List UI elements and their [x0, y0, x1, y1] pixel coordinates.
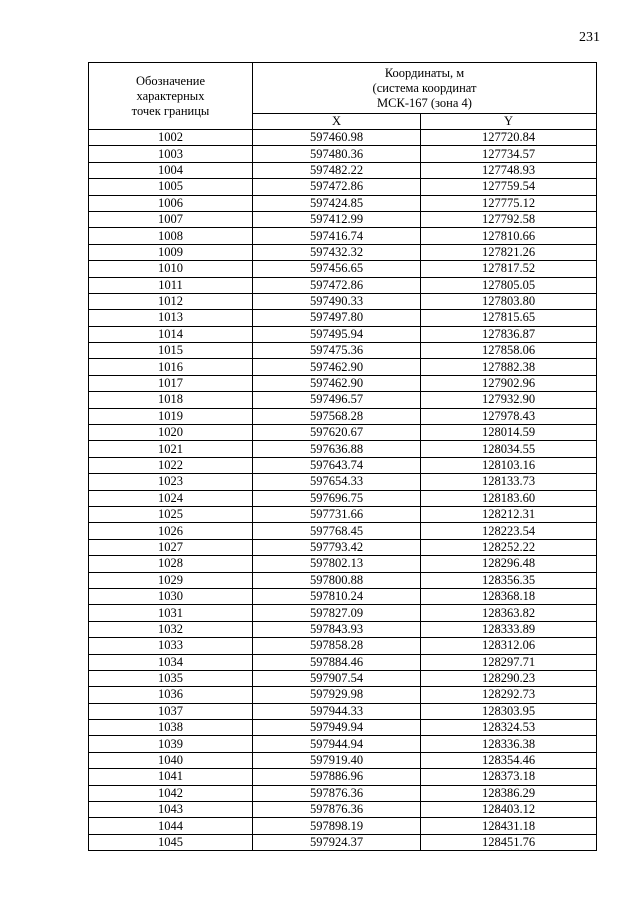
x-coordinate-cell: 597793.42	[253, 539, 421, 555]
x-coordinate-cell: 597886.96	[253, 769, 421, 785]
point-id-cell: 1041	[89, 769, 253, 785]
y-coordinate-cell: 128373.18	[421, 769, 597, 785]
y-coordinate-cell: 128297.71	[421, 654, 597, 670]
point-id-cell: 1020	[89, 425, 253, 441]
x-coordinate-cell: 597876.36	[253, 802, 421, 818]
y-coordinate-cell: 127805.05	[421, 277, 597, 293]
table-row	[89, 474, 597, 490]
y-coordinate-cell: 128333.89	[421, 621, 597, 637]
point-id-cell: 1016	[89, 359, 253, 375]
table-row	[89, 752, 597, 768]
point-id-cell: 1038	[89, 720, 253, 736]
y-coordinate-cell: 127792.58	[421, 211, 597, 227]
y-coordinate-cell: 128223.54	[421, 523, 597, 539]
y-coordinate-cell: 128296.48	[421, 556, 597, 572]
y-coordinate-cell: 127817.52	[421, 261, 597, 277]
x-coordinate-cell: 597472.86	[253, 277, 421, 293]
y-coordinate-cell: 128386.29	[421, 785, 597, 801]
table-row	[89, 441, 597, 457]
y-coordinate-cell: 127720.84	[421, 130, 597, 146]
table-row	[89, 703, 597, 719]
y-coordinate-cell: 128252.22	[421, 539, 597, 555]
y-coordinate-cell: 128354.46	[421, 752, 597, 768]
point-id-cell: 1039	[89, 736, 253, 752]
y-coordinate-cell: 127836.87	[421, 326, 597, 342]
coordinates-table	[88, 62, 597, 851]
y-coordinate-cell: 127815.65	[421, 310, 597, 326]
y-coordinate-cell: 128356.35	[421, 572, 597, 588]
y-coordinate-cell: 128183.60	[421, 490, 597, 506]
y-coordinate-cell: 127882.38	[421, 359, 597, 375]
y-coordinate-cell: 128451.76	[421, 834, 597, 850]
point-id-cell: 1037	[89, 703, 253, 719]
point-id-cell: 1031	[89, 605, 253, 621]
point-id-cell: 1026	[89, 523, 253, 539]
x-coordinate-cell: 597568.28	[253, 408, 421, 424]
point-id-cell: 1032	[89, 621, 253, 637]
table-row	[89, 572, 597, 588]
y-coordinate-cell: 127803.80	[421, 293, 597, 309]
x-coordinate-cell: 597810.24	[253, 588, 421, 604]
x-coordinate-cell: 597944.33	[253, 703, 421, 719]
point-id-cell: 1042	[89, 785, 253, 801]
y-coordinate-cell: 128103.16	[421, 457, 597, 473]
page-number: 231	[579, 30, 600, 45]
table-row	[89, 523, 597, 539]
point-id-cell: 1022	[89, 457, 253, 473]
point-id-cell: 1036	[89, 687, 253, 703]
y-coordinate-cell: 128034.55	[421, 441, 597, 457]
point-id-cell: 1019	[89, 408, 253, 424]
x-coordinate-cell: 597898.19	[253, 818, 421, 834]
table-row	[89, 670, 597, 686]
x-coordinate-cell: 597654.33	[253, 474, 421, 490]
y-coordinate-cell: 128363.82	[421, 605, 597, 621]
x-coordinate-cell: 597472.86	[253, 179, 421, 195]
x-coordinate-cell: 597636.88	[253, 441, 421, 457]
y-coordinate-cell: 127775.12	[421, 195, 597, 211]
x-coordinate-cell: 597462.90	[253, 359, 421, 375]
x-coordinate-cell: 597768.45	[253, 523, 421, 539]
table-row	[89, 605, 597, 621]
x-coordinate-cell: 597884.46	[253, 654, 421, 670]
y-coordinate-cell: 128303.95	[421, 703, 597, 719]
x-coordinate-cell: 597802.13	[253, 556, 421, 572]
table-row	[89, 736, 597, 752]
y-coordinate-cell: 127748.93	[421, 162, 597, 178]
table-row	[89, 261, 597, 277]
point-id-cell: 1004	[89, 162, 253, 178]
table-row	[89, 802, 597, 818]
table-row	[89, 621, 597, 637]
table-row	[89, 359, 597, 375]
y-column-header: Y	[421, 114, 597, 130]
x-coordinate-cell: 597482.22	[253, 162, 421, 178]
table-row	[89, 654, 597, 670]
x-coordinate-cell: 597907.54	[253, 670, 421, 686]
x-coordinate-cell: 597929.98	[253, 687, 421, 703]
x-coordinate-cell: 597480.36	[253, 146, 421, 162]
coordinates-header-text: Координаты, м (система координат МСК-167 (зона 4)	[372, 65, 477, 110]
x-coordinate-cell: 597416.74	[253, 228, 421, 244]
y-coordinate-cell: 127810.66	[421, 228, 597, 244]
x-coordinate-cell: 597843.93	[253, 621, 421, 637]
y-coordinate-cell: 128290.23	[421, 670, 597, 686]
x-coordinate-cell: 597643.74	[253, 457, 421, 473]
point-id-cell: 1034	[89, 654, 253, 670]
point-id-cell: 1015	[89, 343, 253, 359]
table-row	[89, 228, 597, 244]
table-row	[89, 588, 597, 604]
table-row	[89, 244, 597, 260]
x-coordinate-cell: 597432.32	[253, 244, 421, 260]
point-id-cell: 1021	[89, 441, 253, 457]
point-id-cell: 1044	[89, 818, 253, 834]
x-coordinate-cell: 597800.88	[253, 572, 421, 588]
table-row	[89, 457, 597, 473]
y-coordinate-cell: 127734.57	[421, 146, 597, 162]
point-id-cell: 1023	[89, 474, 253, 490]
y-coordinate-cell: 127759.54	[421, 179, 597, 195]
x-coordinate-cell: 597696.75	[253, 490, 421, 506]
y-coordinate-cell: 127902.96	[421, 375, 597, 391]
x-coordinate-cell: 597495.94	[253, 326, 421, 342]
point-id-cell: 1045	[89, 834, 253, 850]
x-coordinate-cell: 597496.57	[253, 392, 421, 408]
point-id-cell: 1003	[89, 146, 253, 162]
table-row	[89, 425, 597, 441]
point-id-cell: 1035	[89, 670, 253, 686]
y-coordinate-cell: 128312.06	[421, 638, 597, 654]
table-row	[89, 556, 597, 572]
point-id-cell: 1012	[89, 293, 253, 309]
y-coordinate-cell: 128212.31	[421, 506, 597, 522]
x-column-header: X	[253, 114, 421, 130]
x-coordinate-cell: 597497.80	[253, 310, 421, 326]
table-row	[89, 818, 597, 834]
coordinates-header	[253, 63, 597, 114]
point-id-cell: 1025	[89, 506, 253, 522]
y-coordinate-cell: 127858.06	[421, 343, 597, 359]
x-coordinate-cell: 597919.40	[253, 752, 421, 768]
x-coordinate-cell: 597456.65	[253, 261, 421, 277]
point-id-cell: 1007	[89, 211, 253, 227]
y-coordinate-cell: 128368.18	[421, 588, 597, 604]
point-id-cell: 1033	[89, 638, 253, 654]
y-coordinate-cell: 127821.26	[421, 244, 597, 260]
table-row	[89, 179, 597, 195]
point-id-cell: 1010	[89, 261, 253, 277]
point-id-cell: 1028	[89, 556, 253, 572]
table-row	[89, 146, 597, 162]
point-id-cell: 1013	[89, 310, 253, 326]
x-coordinate-cell: 597475.36	[253, 343, 421, 359]
y-coordinate-cell: 127932.90	[421, 392, 597, 408]
table-row	[89, 392, 597, 408]
y-coordinate-cell: 127978.43	[421, 408, 597, 424]
table-row	[89, 162, 597, 178]
x-coordinate-cell: 597424.85	[253, 195, 421, 211]
point-id-cell: 1006	[89, 195, 253, 211]
x-coordinate-cell: 597490.33	[253, 293, 421, 309]
x-coordinate-cell: 597460.98	[253, 130, 421, 146]
x-coordinate-cell: 597858.28	[253, 638, 421, 654]
point-id-cell: 1018	[89, 392, 253, 408]
x-coordinate-cell: 597827.09	[253, 605, 421, 621]
point-id-cell: 1027	[89, 539, 253, 555]
table-row	[89, 539, 597, 555]
table-row	[89, 293, 597, 309]
table-row	[89, 408, 597, 424]
table-row	[89, 785, 597, 801]
table-row	[89, 834, 597, 850]
x-coordinate-cell: 597620.67	[253, 425, 421, 441]
table-row	[89, 769, 597, 785]
y-coordinate-cell: 128403.12	[421, 802, 597, 818]
x-coordinate-cell: 597949.94	[253, 720, 421, 736]
point-id-cell: 1029	[89, 572, 253, 588]
table-row	[89, 720, 597, 736]
point-id-cell: 1040	[89, 752, 253, 768]
point-designation-header-text: Обозначение характерных точек границы	[131, 73, 210, 118]
table-row	[89, 343, 597, 359]
x-coordinate-cell: 597462.90	[253, 375, 421, 391]
y-coordinate-cell: 128133.73	[421, 474, 597, 490]
point-designation-header	[89, 63, 253, 130]
y-coordinate-cell: 128014.59	[421, 425, 597, 441]
x-coordinate-cell: 597944.94	[253, 736, 421, 752]
table-row	[89, 375, 597, 391]
x-coordinate-cell: 597924.37	[253, 834, 421, 850]
table-row	[89, 130, 597, 146]
table-row	[89, 490, 597, 506]
point-id-cell: 1008	[89, 228, 253, 244]
table-row	[89, 687, 597, 703]
x-coordinate-cell: 597412.99	[253, 211, 421, 227]
point-id-cell: 1030	[89, 588, 253, 604]
x-coordinate-cell: 597876.36	[253, 785, 421, 801]
point-id-cell: 1011	[89, 277, 253, 293]
point-id-cell: 1014	[89, 326, 253, 342]
y-coordinate-cell: 128336.38	[421, 736, 597, 752]
table-row	[89, 310, 597, 326]
point-id-cell: 1043	[89, 802, 253, 818]
point-id-cell: 1005	[89, 179, 253, 195]
y-coordinate-cell: 128324.53	[421, 720, 597, 736]
table-row	[89, 211, 597, 227]
table-row	[89, 506, 597, 522]
table-row	[89, 326, 597, 342]
x-coordinate-cell: 597731.66	[253, 506, 421, 522]
point-id-cell: 1024	[89, 490, 253, 506]
y-coordinate-cell: 128292.73	[421, 687, 597, 703]
table-body	[89, 130, 597, 851]
point-id-cell: 1002	[89, 130, 253, 146]
table-row	[89, 195, 597, 211]
point-id-cell: 1017	[89, 375, 253, 391]
y-coordinate-cell: 128431.18	[421, 818, 597, 834]
table-row	[89, 277, 597, 293]
table-row	[89, 638, 597, 654]
point-id-cell: 1009	[89, 244, 253, 260]
